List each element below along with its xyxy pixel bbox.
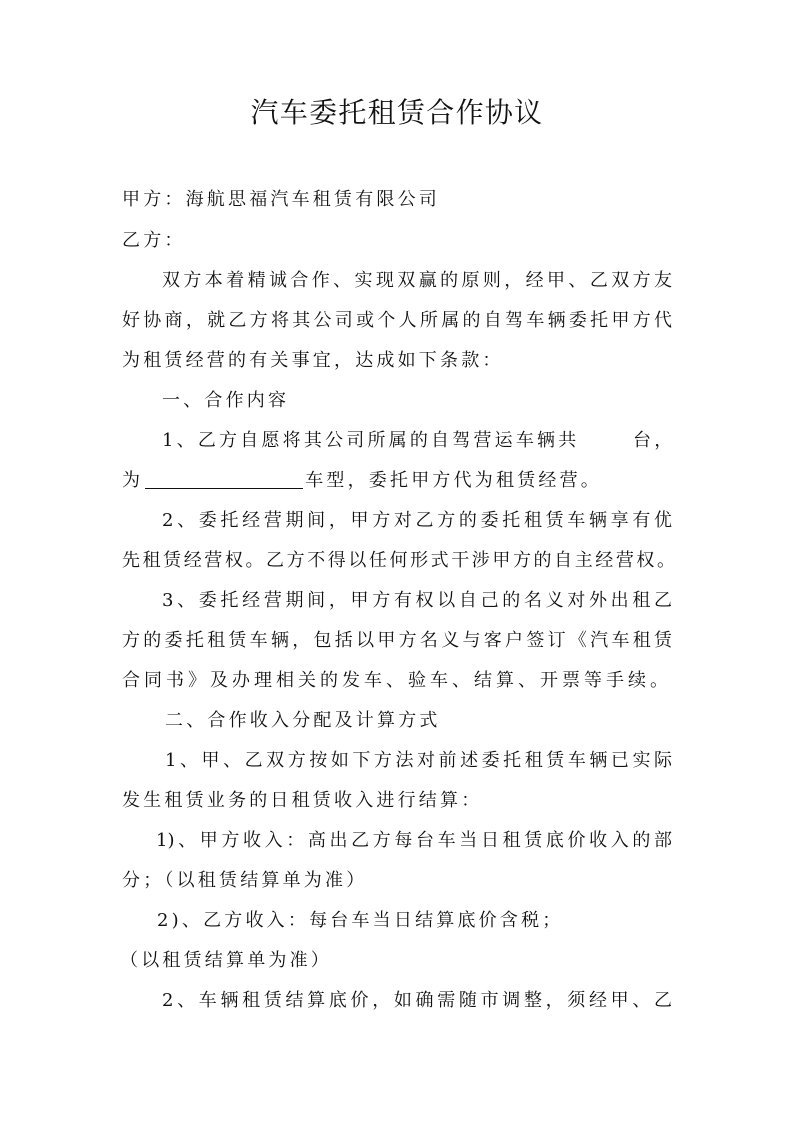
clause-1-text-before-blank: 1、乙方自愿将其公司所属的自驾营运车辆共 — [162, 430, 580, 451]
party-b-line: 乙方： — [122, 230, 186, 251]
section-2-item-2-line-1: 2)、乙方收入：每台车当日结算底价含税； — [157, 910, 564, 931]
section-2-item-2-line-2: （以租赁结算单为准） — [120, 950, 332, 971]
section-1-clause-1-line-1 — [162, 429, 674, 453]
vehicle-count-blank — [587, 429, 631, 453]
section-2-item-1-line-2: 分；（以租赁结算单为准） — [122, 870, 368, 891]
document-title: 汽车委托租赁合作协议 — [250, 96, 544, 129]
section-1-clause-2-line-1: 2、委托经营期间，甲方对乙方的委托租赁车辆享有优 — [162, 510, 672, 531]
preamble-line-1: 双方本着精诚合作、实现双赢的原则，经甲、乙双方友 — [162, 270, 672, 291]
section-1-clause-2-line-2: 先租赁经营权。乙方不得以任何形式干涉甲方的自主经营权。 — [122, 550, 675, 571]
party-a-line: 甲方：海航思福汽车租赁有限公司 — [122, 189, 440, 210]
section-1-clause-3-line-1: 3、委托经营期间，甲方有权以自己的名义对外出租乙 — [162, 590, 672, 611]
vehicle-model-blank — [145, 470, 303, 489]
section-2-heading: 二、合作收入分配及计算方式 — [165, 710, 441, 731]
section-2-clause-1-line-2: 发生租赁业务的日租赁收入进行结算： — [122, 790, 483, 811]
preamble-line-3: 为租赁经营的有关事宜，达成如下条款： — [122, 350, 504, 371]
section-1-clause-1-line-2 — [122, 469, 602, 493]
section-2-item-1-line-1: 1)、甲方收入：高出乙方每台车当日租赁底价收入的部 — [156, 830, 672, 851]
section-1-clause-3-line-3: 合同书》及办理相关的发车、验车、结算、开票等手续。 — [122, 670, 668, 691]
preamble-line-2: 好协商，就乙方将其公司或个人所属的自驾车辆委托甲方代 — [122, 310, 672, 331]
section-1-clause-3-line-2: 方的委托租赁车辆，包括以甲方名义与客户签订《汽车租赁 — [122, 630, 672, 651]
section-2-clause-2-line-1: 2、车辆租赁结算底价，如确需随市调整，须经甲、乙 — [162, 990, 672, 1011]
clause-1-text-after-blank: 台， — [633, 430, 676, 451]
section-1-heading: 一、合作内容 — [162, 390, 290, 411]
clause-1-line-2-after-blank: 车型，委托甲方代为租赁经营。 — [305, 470, 603, 491]
clause-1-line-2-before-blank: 为 — [122, 470, 144, 491]
section-2-clause-1-line-1: 1、甲、乙双方按如下方法对前述委托租赁车辆已实际 — [165, 750, 672, 771]
